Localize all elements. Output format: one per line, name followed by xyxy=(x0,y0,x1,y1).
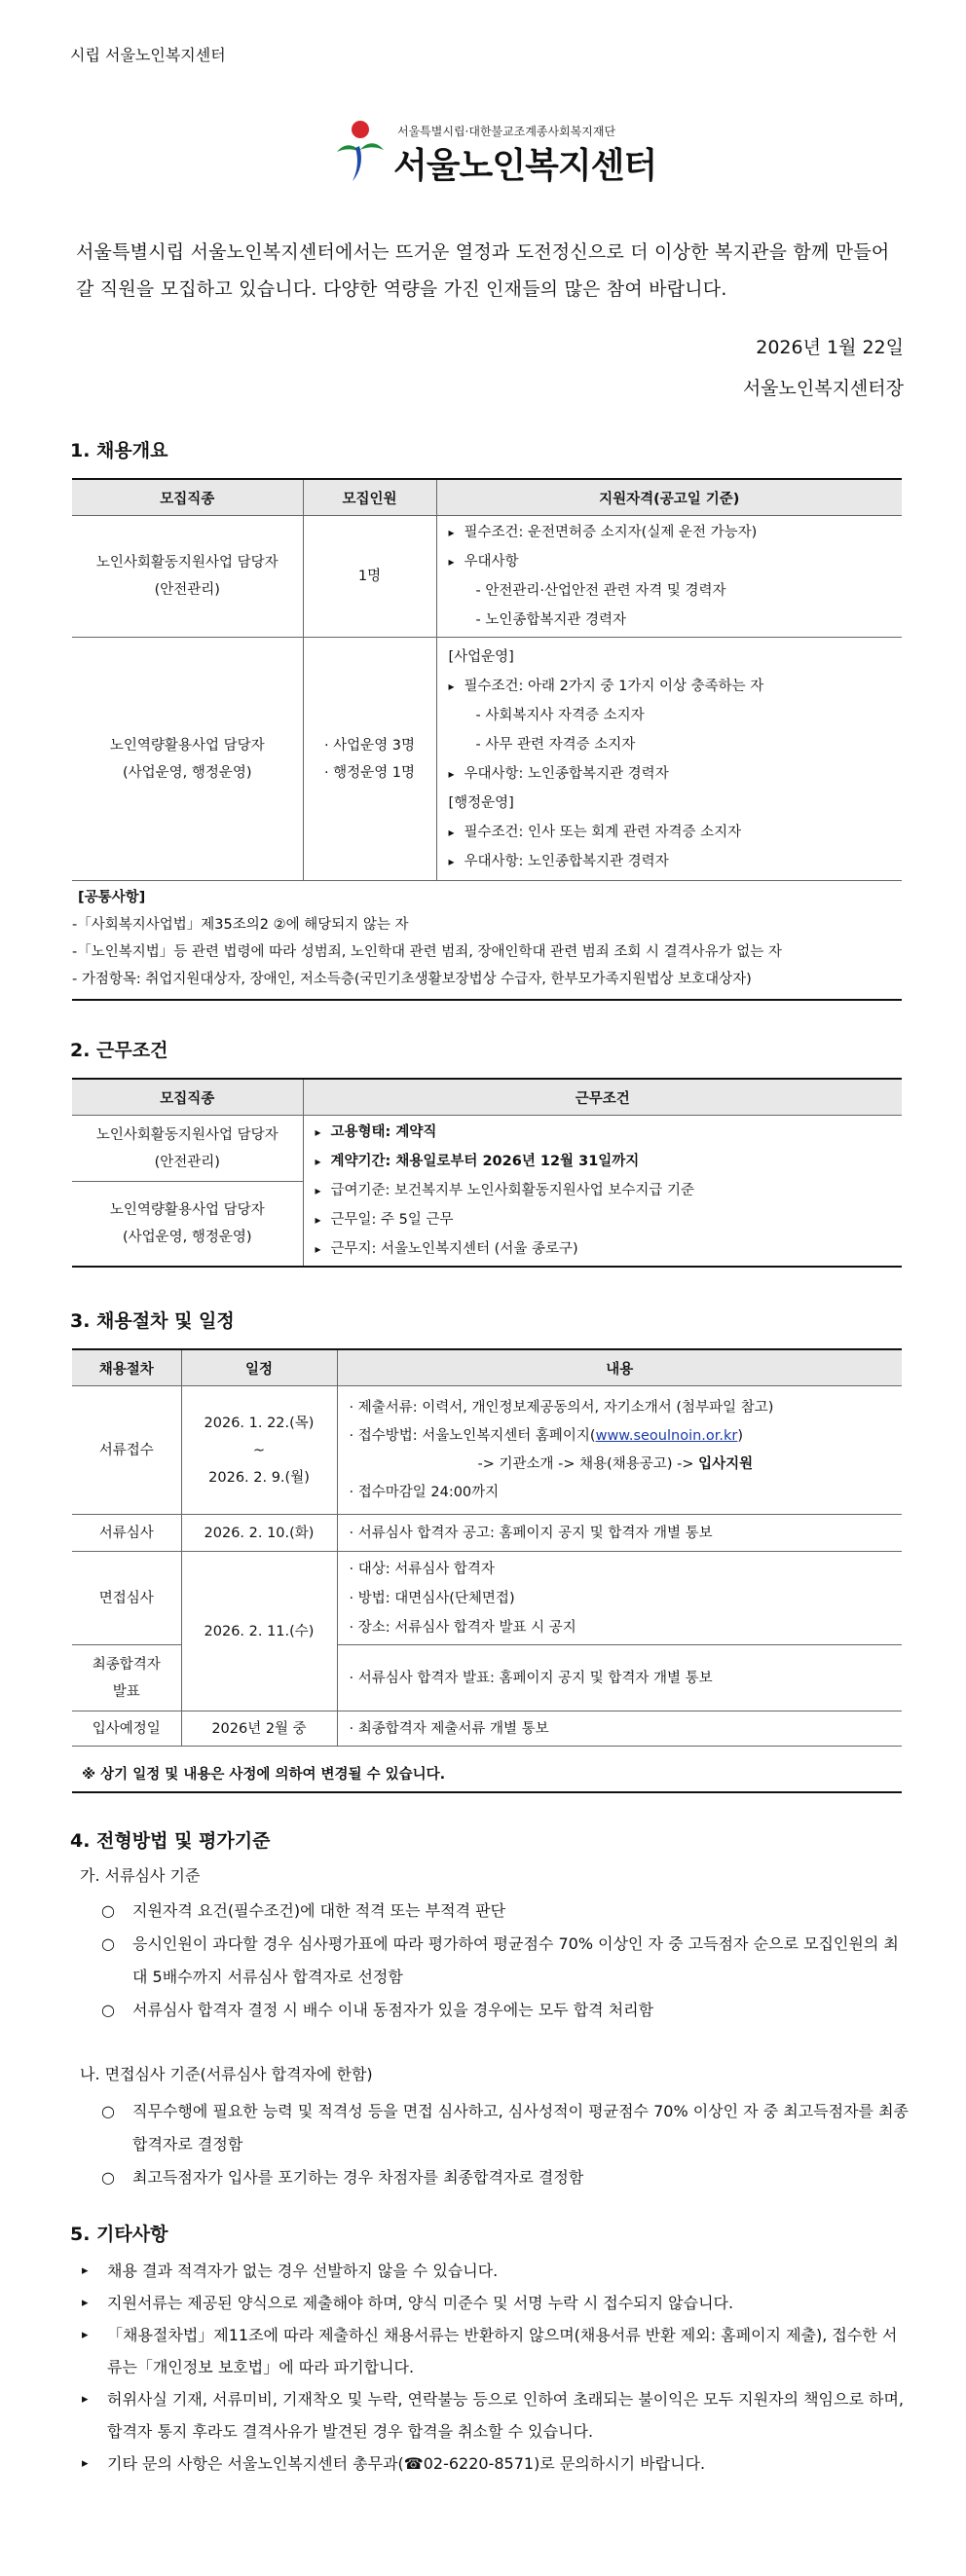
condition-item: ▸ 근무일: 주 5일 근무 xyxy=(316,1205,891,1234)
qualification-item: ▸ 필수조건: 아래 2가지 중 1가지 이상 충족하는 자 xyxy=(449,672,891,701)
section-title-overview: 1. 채용개요 xyxy=(70,440,168,461)
section-title-evaluation: 4. 전형방법 및 평가기준 xyxy=(70,1830,271,1852)
date-cell: 2026. 2. 11.(수) xyxy=(181,1552,337,1711)
condition-item: ▸ 계약기간: 채용일로부터 2026년 12월 31일까지 xyxy=(316,1147,891,1176)
header-org: 시립 서울노인복지센터 xyxy=(70,46,226,64)
job-cell xyxy=(72,1116,303,1182)
schedule-notice: ※ 상기 일정 및 내용은 사정에 의하여 변경될 수 있습니다. xyxy=(72,1758,902,1793)
table-row xyxy=(72,638,902,881)
header-cell: 일정 xyxy=(181,1349,337,1386)
interview-review-title: 나. 면접심사 기준(서류심사 합격자에 한함) xyxy=(80,2065,373,2083)
job-detail: (사업운영, 행정운영) xyxy=(122,1230,252,1246)
date-line: 2026. 2. 9.(월) xyxy=(208,1469,310,1486)
content-line: · 접수마감일 24:00까지 xyxy=(349,1484,500,1500)
other-item: ▸ 「채용절차법」제11조에 따라 제출하신 채용서류는 반환하지 않으며(채용서류 반환 제외: 홈페이지 제출), 접수한 서류는「개인정보 보호법」에 따라 파기합니다. xyxy=(82,2319,910,2383)
qualification-subitem: - 안전관리·산업안전 관련 자격 및 경력자 xyxy=(475,583,726,599)
qualification-cell xyxy=(436,638,902,881)
date-line: ~ xyxy=(252,1442,266,1458)
center-logo xyxy=(331,117,657,195)
content-line: · 방법: 대면심사(단체면접) xyxy=(349,1590,515,1606)
criteria-item: ○ 직무수행에 필요한 능력 및 적격성 등을 면접 심사하고, 심사성적이 평균점수 70% 이상인 자 중 최고득점자를 최종합격자로 결정함 xyxy=(101,2095,910,2161)
other-item: ▸ 허위사실 기재, 서류미비, 기재착오 및 누락, 연락불능 등으로 인하여 초래되는 불이익은 모두 지원자의 책임으로 하며, 합격자 통지 후라도 결격사유가 발견된 경우 합격을 취소할 수 있습니다. xyxy=(82,2383,910,2447)
conditions-table xyxy=(72,1078,902,1268)
common-requirements xyxy=(72,884,902,1001)
header-cell: 내용 xyxy=(337,1349,902,1386)
notice-signer: 서울노인복지센터장 xyxy=(742,378,904,399)
document-review-title: 가. 서류심사 기준 xyxy=(80,1866,201,1885)
table-row xyxy=(72,1515,902,1552)
date-line: 2026. 1. 22.(목) xyxy=(204,1415,315,1431)
qualification-group: [사업운영] xyxy=(448,648,514,665)
other-items xyxy=(82,2255,910,2480)
qualification-item: ▸ 우대사항: 노인종합복지관 경력자 xyxy=(449,847,891,876)
content-cell: · 최종합격자 제출서류 개별 통보 xyxy=(337,1711,902,1747)
step-cell: 서류접수 xyxy=(72,1386,181,1515)
table-row xyxy=(72,516,902,638)
table-row xyxy=(72,1711,902,1747)
job-detail: (안전관리) xyxy=(154,582,220,598)
step-cell: 서류심사 xyxy=(72,1515,181,1552)
process-table xyxy=(72,1348,902,1747)
overview-table xyxy=(72,478,902,881)
date-cell xyxy=(181,1386,337,1515)
qualification-item: ▸ 필수조건: 인사 또는 회계 관련 자격증 소지자 xyxy=(449,818,891,847)
homepage-link[interactable]: www.seoulnoin.or.kr xyxy=(595,1427,738,1444)
table-header-row xyxy=(72,1079,902,1116)
other-item: ▸ 기타 문의 사항은 서울노인복지센터 총무과(☎02-6220-8571)로 문의하시기 바랍니다. xyxy=(82,2447,910,2480)
common-title: [공통사항] xyxy=(78,890,146,905)
content-line: · 대상: 서류심사 합격자 xyxy=(349,1561,495,1577)
qualification-group: [행정운영] xyxy=(448,794,514,811)
qualification-subitem: - 사무 관련 자격증 소지자 xyxy=(475,736,636,753)
other-item: ▸ 채용 결과 적격자가 없는 경우 선발하지 않을 수 있습니다. xyxy=(82,2255,910,2287)
criteria-item: ○ 서류심사 합격자 결정 시 배수 이내 동점자가 있을 경우에는 모두 합격 처리함 xyxy=(101,1994,910,2027)
header-cell: 모집직종 xyxy=(72,1079,303,1116)
conditions-cell xyxy=(303,1116,902,1268)
content-cell: · 서류심사 합격자 공고: 홈페이지 공지 및 합격자 개별 통보 xyxy=(337,1515,902,1552)
logo-subtitle: 서울특별시립·대한불교조계종사회복지재단 xyxy=(397,125,616,138)
criteria-item: ○ 응시인원이 과다할 경우 심사평가표에 따라 평가하여 평균점수 70% 이상인 자 중 고득점자 순으로 모집인원의 최대 5배수까지 서류심사 합격자로 선정함 xyxy=(101,1928,910,1994)
logo-title: 서울노인복지센터 xyxy=(393,146,657,186)
job-detail: (사업운영, 행정운영) xyxy=(122,764,252,781)
condition-item: ▸ 고용형태: 계약직 xyxy=(316,1118,891,1147)
table-row xyxy=(72,1386,902,1515)
step-line: 발표 xyxy=(112,1683,140,1700)
common-item: - 가점항목: 취업지원대상자, 장애인, 저소득층(국민기초생활보장법상 수급자, 한부모가족지원법상 보호대상자) xyxy=(72,972,752,987)
section-title-conditions: 2. 근무조건 xyxy=(70,1040,168,1061)
qualification-item: ▸ 우대사항 xyxy=(449,547,891,576)
job-cell xyxy=(72,638,303,881)
step-cell: 입사예정일 xyxy=(72,1711,181,1747)
qualification-cell xyxy=(436,516,902,638)
content-text-bold: 입사지원 xyxy=(698,1455,754,1472)
table-header-row xyxy=(72,1349,902,1386)
criteria-item: ○ 최고득점자가 입사를 포기하는 경우 차점자를 최종합격자로 결정함 xyxy=(101,2161,910,2194)
section-title-process: 3. 채용절차 및 일정 xyxy=(70,1310,235,1332)
content-line: · 제출서류: 이력서, 개인정보제공동의서, 자기소개서 (첨부파일 참고) xyxy=(349,1399,774,1416)
section-title-other: 5. 기타사항 xyxy=(70,2224,168,2245)
interview-review-criteria xyxy=(101,2095,910,2194)
step-cell: 면접심사 xyxy=(72,1552,181,1645)
table-header-row xyxy=(72,479,902,516)
intro-paragraph: 서울특별시립 서울노인복지센터에서는 뜨거운 열정과 도전정신으로 더 이상한 복지관을 함께 만들어 갈 직원을 모집하고 있습니다. 다양한 역량을 가진 인재들의 많은 참여 바랍니다. xyxy=(76,241,890,300)
header-cell: 모집직종 xyxy=(72,479,303,516)
count-line: · 행정운영 1명 xyxy=(323,764,416,781)
qualification-item: ▸ 우대사항: 노인종합복지관 경력자 xyxy=(449,759,891,789)
content-text: ) xyxy=(737,1427,744,1444)
common-item: -「사회복지사업법」제35조의2 ②에 해당되지 않는 자 xyxy=(72,917,409,933)
header-cell: 모집인원 xyxy=(303,479,436,516)
count-line: · 사업운영 3명 xyxy=(323,737,416,754)
document-review-criteria xyxy=(101,1895,910,2027)
job-name: 노인사회활동지원사업 담당자 xyxy=(95,1126,279,1143)
date-cell: 2026. 2. 10.(화) xyxy=(181,1515,337,1552)
logo-symbol-icon xyxy=(331,117,390,185)
job-detail: (안전관리) xyxy=(154,1154,220,1170)
job-cell xyxy=(72,516,303,638)
job-name: 노인사회활동지원사업 담당자 xyxy=(95,555,279,570)
step-line: 최종합격자 xyxy=(92,1656,161,1673)
count-cell xyxy=(303,638,436,881)
qualification-subitem: - 노인종합복지관 경력자 xyxy=(475,612,627,628)
content-text: · 접수방법: 서울노인복지센터 홈페이지( xyxy=(349,1427,596,1444)
content-line xyxy=(350,1422,891,1451)
header-cell: 근무조건 xyxy=(303,1079,902,1116)
content-cell xyxy=(337,1386,902,1515)
job-name: 노인역량활용사업 담당자 xyxy=(109,1202,265,1219)
table-row xyxy=(72,1116,902,1182)
header-cell: 채용절차 xyxy=(72,1349,181,1386)
date-cell: 2026년 2월 중 xyxy=(181,1711,337,1747)
header-cell: 지원자격(공고일 기준) xyxy=(436,479,902,516)
content-text: -> 기관소개 -> 채용(채용공고) -> xyxy=(477,1455,699,1472)
job-cell xyxy=(72,1182,303,1267)
notice-date: 2026년 1월 22일 xyxy=(756,337,904,358)
content-cell: · 서류심사 합격자 발표: 홈페이지 공지 및 합격자 개별 통보 xyxy=(337,1645,902,1711)
condition-item: ▸ 근무지: 서울노인복지센터 (서울 종로구) xyxy=(316,1234,891,1264)
content-line: · 장소: 서류심사 합격자 발표 시 공지 xyxy=(349,1619,576,1636)
content-cell xyxy=(337,1552,902,1645)
job-name: 노인역량활용사업 담당자 xyxy=(109,737,265,754)
qualification-subitem: - 사회복지사 자격증 소지자 xyxy=(475,707,645,723)
qualification-item: ▸ 필수조건: 운전면허증 소지자(실제 운전 가능자) xyxy=(449,518,891,547)
step-cell xyxy=(72,1645,181,1711)
table-row xyxy=(72,1552,902,1645)
condition-item: ▸ 급여기준: 보건복지부 노인사회활동지원사업 보수지급 기준 xyxy=(316,1176,891,1205)
count-cell: 1명 xyxy=(303,516,436,638)
other-item: ▸ 지원서류는 제공된 양식으로 제출해야 하며, 양식 미준수 및 서명 누락 시 접수되지 않습니다. xyxy=(82,2287,910,2319)
criteria-item: ○ 지원자격 요건(필수조건)에 대한 적격 또는 부적격 판단 xyxy=(101,1895,910,1928)
content-line xyxy=(350,1451,891,1479)
common-item: -「노인복지법」등 관련 법령에 따라 성범죄, 노인학대 관련 범죄, 장애인학대 관련 범죄 조회 시 결격사유가 없는 자 xyxy=(72,944,782,960)
